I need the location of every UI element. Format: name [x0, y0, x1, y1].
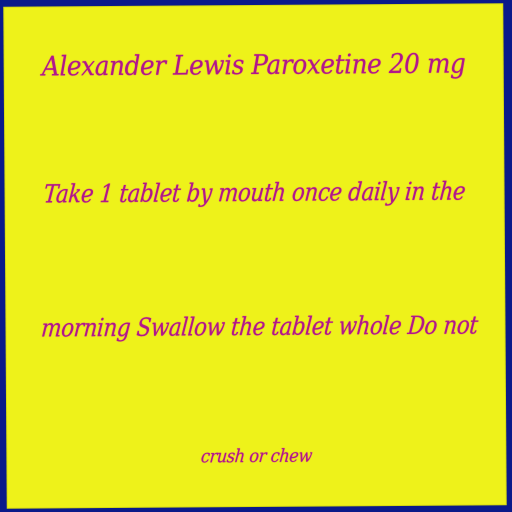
patient-and-medication-line: Alexander Lewis Paroxetine 20 mg: [41, 48, 466, 83]
dosage-instruction-line-2: morning Swallow the tablet whole Do not: [40, 310, 479, 343]
dosage-instruction-line-3: crush or chew: [200, 445, 313, 468]
medication-note: [4, 4, 505, 507]
dosage-instruction-line-1: Take 1 tablet by mouth once daily in the: [42, 176, 467, 209]
